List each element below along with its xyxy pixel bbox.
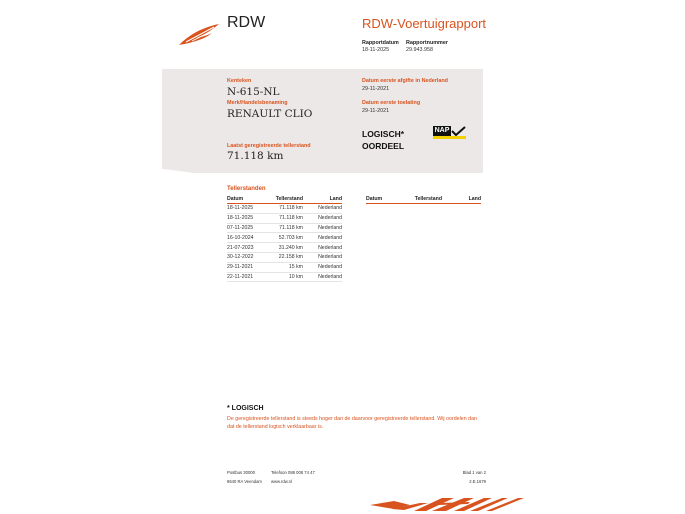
tellerstanden-table — [227, 195, 342, 282]
rapportnummer-label: Rapportnummer — [406, 40, 448, 46]
table-row — [227, 204, 342, 214]
row-datum: 18-11-2025 — [227, 204, 267, 214]
table-row — [227, 262, 342, 272]
row-tellerstand: 71.118 km — [267, 223, 303, 233]
nap-check-icon — [450, 126, 466, 136]
table-row — [227, 233, 342, 243]
eerste-afgifte-value: 29-11-2021 — [362, 86, 390, 92]
report-title: RDW-Voertuigrapport — [362, 16, 487, 31]
kenteken-value: N-615-NL — [227, 86, 280, 98]
tellerstand-value: 71.118 km — [227, 150, 284, 162]
footer-code: 2.E.1679 — [469, 479, 486, 484]
row-land: Nederland — [303, 233, 342, 243]
tellerstand-label: Laatst geregistreerde tellerstand — [227, 143, 311, 149]
row-land: Nederland — [303, 204, 342, 214]
tellerstanden-title: Tellerstanden — [227, 186, 266, 192]
logisch-title: * LOGISCH — [227, 405, 264, 412]
kenteken-label: Kenteken — [227, 78, 252, 84]
table-header-row — [366, 195, 481, 204]
oordeel-line1: LOGISCH* — [362, 129, 405, 139]
row-land: Nederland — [303, 272, 342, 282]
logisch-text-line1: De geregistreerde tellerstand is steeds hoger dan de daarvoor geregistreerde tellerstand. Wij oordelen dan — [227, 416, 477, 422]
footer-plaats: 9640 RA Veendam — [227, 479, 262, 484]
row-datum: 21-07-2023 — [227, 243, 267, 253]
row-tellerstand: 71.118 km — [267, 204, 303, 214]
header-land: Land — [442, 195, 481, 204]
table-header-row — [227, 195, 342, 204]
footer-postbus: Postbus 30000 — [227, 470, 255, 475]
header-land: Land — [303, 195, 342, 204]
row-datum: 07-11-2025 — [227, 223, 267, 233]
row-tellerstand: 52.703 km — [267, 233, 303, 243]
eerste-afgifte-label: Datum eerste afgifte in Nederland — [362, 78, 448, 84]
header-tellerstand: Tellerstand — [406, 195, 442, 204]
footer-blad: Blad 1 van 2 — [462, 470, 486, 475]
row-tellerstand: 22.158 km — [267, 252, 303, 262]
vehicle-summary-panel — [162, 69, 483, 173]
row-datum: 22-11-2021 — [227, 272, 267, 282]
row-datum: 30-12-2022 — [227, 252, 267, 262]
row-tellerstand: 31.240 km — [267, 243, 303, 253]
row-tellerstand: 71.118 km — [267, 213, 303, 223]
row-datum: 16-10-2024 — [227, 233, 267, 243]
row-land: Nederland — [303, 223, 342, 233]
rapportdatum-label: Rapportdatum — [362, 40, 399, 46]
header-tellerstand: Tellerstand — [267, 195, 303, 204]
table-row — [227, 223, 342, 233]
header-datum: Datum — [227, 195, 267, 204]
nap-yellow-bar — [433, 136, 466, 139]
table-row — [227, 243, 342, 253]
table-row — [227, 272, 342, 282]
row-land: Nederland — [303, 252, 342, 262]
oordeel-line2: OORDEEL — [362, 141, 405, 151]
merk-label: Merk/Handelsbenaming — [227, 100, 288, 106]
header-datum: Datum — [366, 195, 406, 204]
row-datum: 18-11-2025 — [227, 213, 267, 223]
rdw-logo-icon — [178, 22, 220, 46]
nap-label: NAP — [434, 127, 450, 134]
rapportdatum-value: 18-11-2025 — [362, 47, 390, 53]
merk-value: RENAULT CLIO — [227, 108, 313, 120]
row-tellerstand: 10 km — [267, 272, 303, 282]
table-row — [227, 252, 342, 262]
rapportnummer-value: 29.943.958 — [406, 47, 433, 53]
tellerstanden-table-right — [366, 195, 481, 204]
row-land: Nederland — [303, 262, 342, 272]
footer-stripes-icon — [370, 495, 526, 513]
eerste-toelating-label: Datum eerste toelating — [362, 100, 421, 106]
row-tellerstand: 15 km — [267, 262, 303, 272]
footer-telefoon: Telefoon 088 008 74 47 — [271, 470, 315, 475]
table-row — [227, 213, 342, 223]
row-datum: 29-11-2021 — [227, 262, 267, 272]
logisch-text-line2: dat de tellerstand logisch verklaarbaar is. — [227, 424, 324, 430]
row-land: Nederland — [303, 243, 342, 253]
row-land: Nederland — [303, 213, 342, 223]
eerste-toelating-value: 29-11-2021 — [362, 108, 390, 114]
brand-name: RDW — [227, 14, 266, 31]
nap-badge — [433, 126, 466, 139]
footer-website[interactable]: www.rdw.nl — [271, 479, 292, 484]
